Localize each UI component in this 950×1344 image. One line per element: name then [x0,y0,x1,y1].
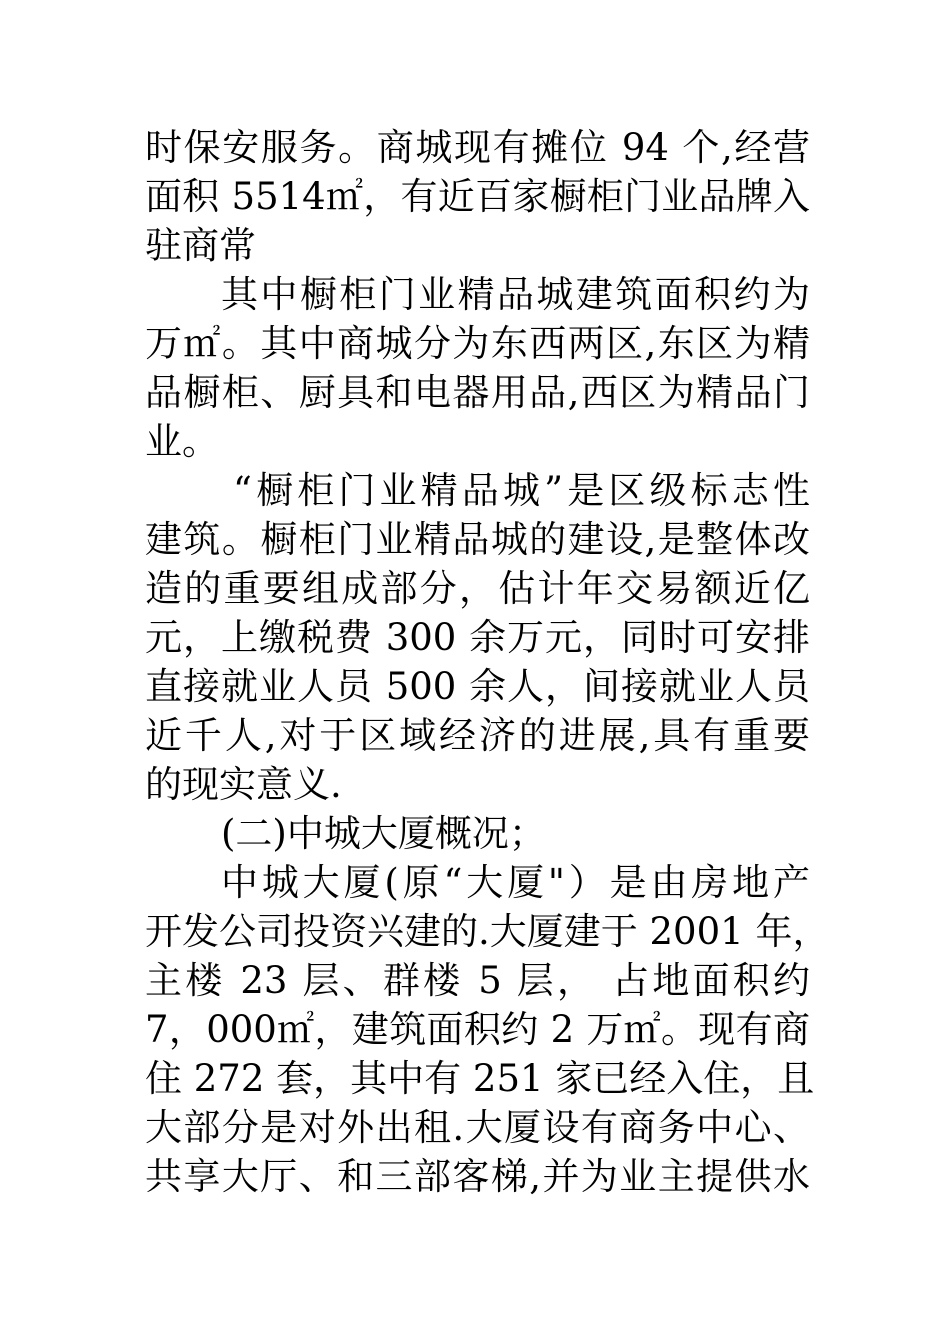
text-line: 万㎡。其中商城分为东西两区,东区为精 [145,322,810,365]
text-line: 其中橱柜门业精品城建筑面积约为 [221,273,810,316]
text-line: 大部分是对外出租.大厦设有商务中心、 [145,1106,810,1149]
text-line: 业。 [145,420,219,463]
text-line: 建筑。橱柜门业精品城的建设,是整体改 [145,518,810,561]
text-line: 的现实意义. [145,763,342,806]
text-line: (二)中城大厦概况； [221,812,546,855]
text-line: 开发公司投资兴建的.大厦建于 2001 年， [145,910,830,953]
text-line: 中城大厦(原“大厦"）是由房地产 [221,861,810,904]
text-line: “橱柜门业精品城”是区级标志性 [233,469,810,512]
text-line: 7，000㎡，建筑面积约 2 万㎡。现有商 [145,1008,810,1051]
text-line: 元，上缴税费 300 余万元，同时可安排 [145,616,810,659]
text-line: 造的重要组成部分，估计年交易额近亿 [145,567,810,610]
text-line: 共享大厅、和三部客梯,并为业主提供水 [145,1155,810,1198]
text-line: 直接就业人员 500 余人，间接就业人员 [145,665,810,708]
text-line: 近千人,对于区域经济的进展,具有重要 [145,714,810,757]
text-line: 面积 5514㎡，有近百家橱柜门业品牌入 [145,175,810,218]
text-line: 住 272 套，其中有 251 家已经入住，且 [145,1057,815,1100]
body-text [145,123,830,1201]
text-line: 品橱柜、厨具和电器用品,西区为精品门 [145,371,810,414]
text-line: 时保安服务。商城现有摊位 94 个,经营 [145,126,810,169]
text-line: 驻商常 [145,224,256,267]
text-line: 主楼 23 层、群楼 5 层， 占地面积约 [145,959,810,1002]
